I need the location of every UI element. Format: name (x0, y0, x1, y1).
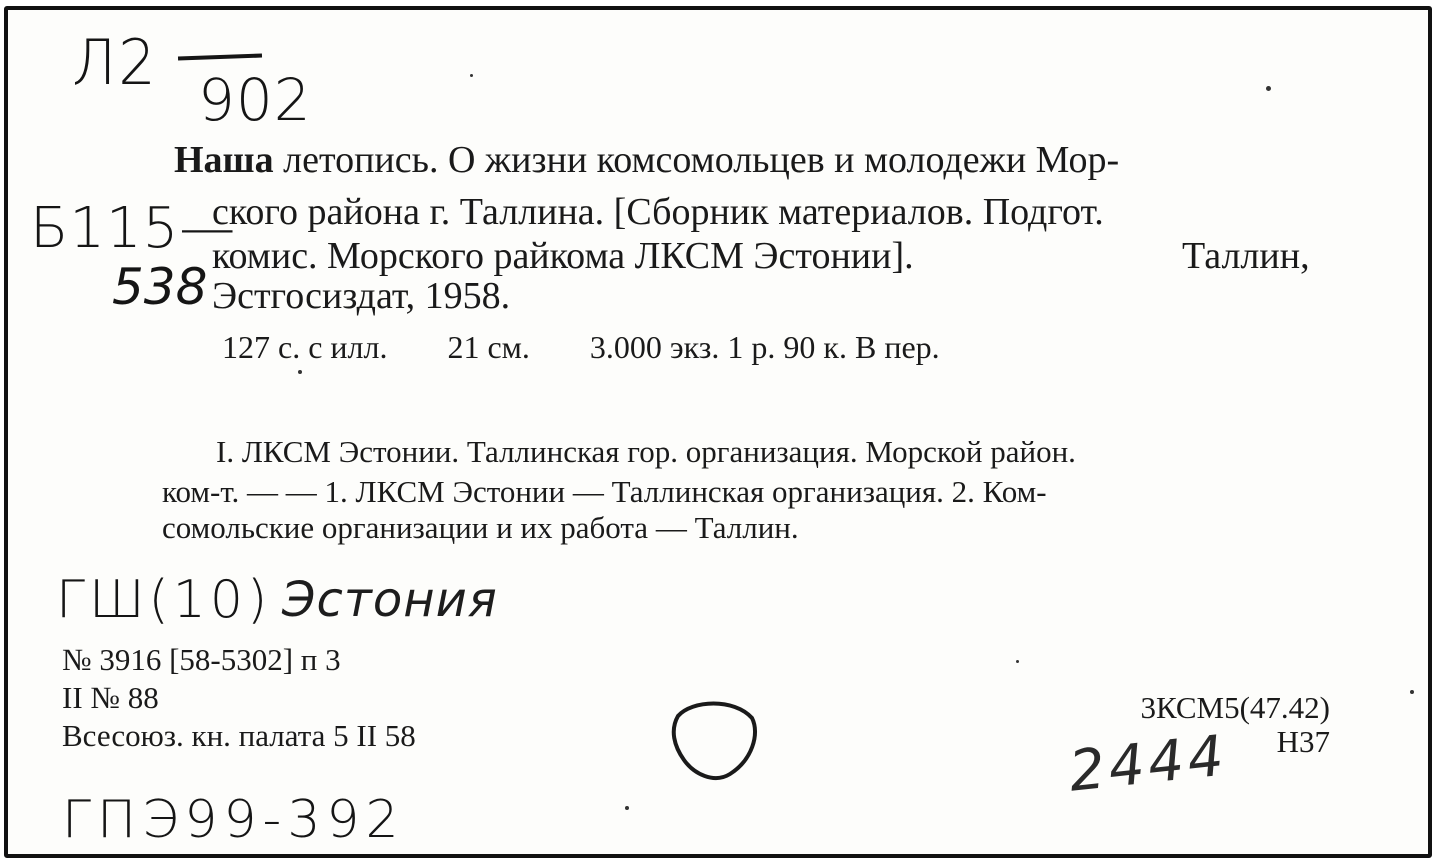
collation-size: 21 см. (447, 329, 530, 365)
imprint-line-2: II № 88 (62, 680, 159, 715)
collation-pages: 127 с. с илл. (222, 329, 388, 365)
library-stamp-mark (664, 694, 764, 784)
scan-speck (1016, 660, 1019, 663)
collation-line (222, 327, 1000, 367)
imprint-line-1: № 3916 [58-5302] п 3 (62, 642, 341, 677)
handwritten-bbk-top: Б115— (30, 196, 237, 261)
classmark-line-2: Н37 (1276, 724, 1330, 759)
handwritten-subject-word: Эстония (282, 572, 498, 628)
title-heading-word: Наша (174, 139, 274, 181)
classmark-line-1: 3КСМ5(47.42) (1140, 690, 1330, 725)
tracing-line-1: I. ЛКСМ Эстонии. Таллинская гор. организация. Морской район. (216, 434, 1076, 469)
handwritten-shelfmark-bottom: 902 (198, 66, 312, 134)
handwritten-bbk-bottom: 538 (112, 258, 208, 316)
tracing-line-3: сомольские организации и их работа — Таллин. (162, 510, 799, 545)
scan-speck (298, 370, 302, 374)
scan-speck (470, 74, 473, 77)
scan-speck (1410, 690, 1414, 694)
title-line-3: комис. Морского райкома ЛКСМ Эстонии]. (212, 235, 914, 277)
publication-place: Таллин, (1182, 235, 1310, 277)
title-line-2: ского района г. Таллина. [Сборник материалов. Подгот. (212, 191, 1104, 233)
collation-edition: 3.000 экз. 1 р. 90 к. В пер. (589, 329, 940, 365)
title-line-1 (174, 140, 1119, 180)
tracing-line-2: ком-т. — — 1. ЛКСМ Эстонии — Таллинская организация. 2. Ком- (162, 474, 1047, 509)
handwritten-shelfmark-top: Л2 (72, 26, 158, 99)
publisher-line: Эстгосиздат, 1958. (212, 275, 511, 317)
scan-speck (625, 806, 629, 810)
imprint-line-3: Всесоюз. кн. палата 5 II 58 (62, 718, 416, 753)
handwritten-subject-code: ГШ(10) (56, 570, 272, 630)
handwritten-inventory-code: ГПЭ99-392 (62, 790, 405, 850)
scan-speck (1266, 86, 1271, 91)
handwritten-number: 2444 (1066, 723, 1231, 805)
title-line-1-rest: летопись. О жизни комсомольцев и молодежи Мор- (273, 139, 1120, 181)
